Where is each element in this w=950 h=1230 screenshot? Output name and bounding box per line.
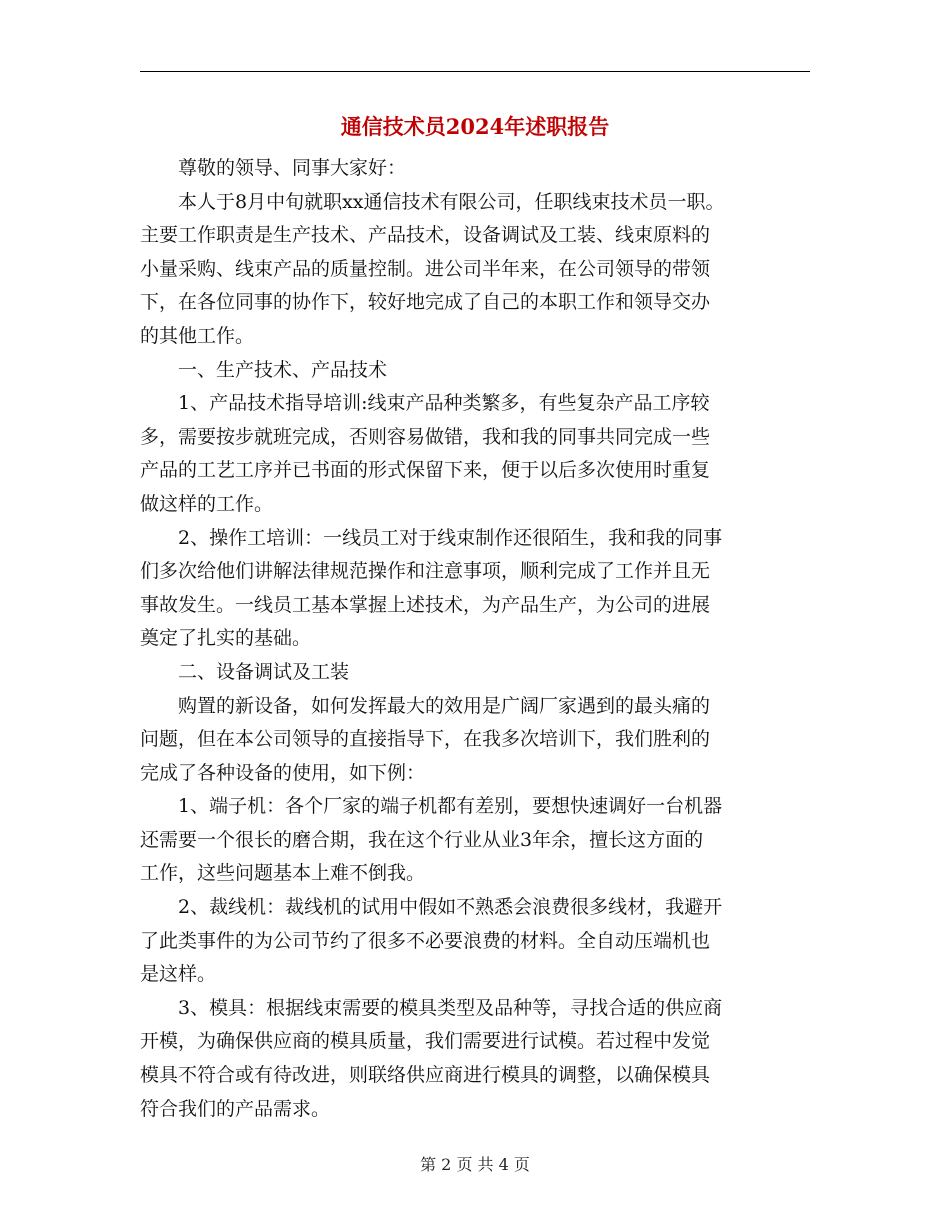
- paragraph-line: 产品的工艺工序并已书面的形式保留下来，便于以后多次使用时重复: [140, 459, 711, 482]
- paragraph-line: 本人于8月中旬就职xx通信技术有限公司，任职线束技术员一职。: [178, 190, 725, 213]
- paragraph-line: 做这样的工作。: [140, 492, 274, 515]
- paragraph-line: 还需要一个很长的磨合期，我在这个行业从业3年余，擅长这方面的: [140, 828, 704, 851]
- document-title: 通信技术员2024年述职报告: [340, 114, 610, 139]
- paragraph-line: 奠定了扎实的基础。: [140, 627, 312, 650]
- paragraph: [140, 354, 810, 388]
- paragraph-line: 完成了各种设备的使用，如下例：: [140, 761, 426, 784]
- paragraph-line: 开模，为确保供应商的模具质量，我们需要进行试模。若过程中发觉: [140, 1030, 711, 1053]
- paragraph-line: 一、生产技术、产品技术: [178, 358, 388, 381]
- paragraph-line: 2、操作工培训：一线员工对于线束制作还很陌生，我和我的同事: [178, 526, 723, 549]
- paragraph: [140, 790, 810, 891]
- paragraph-line: 事故发生。一线员工基本掌握上述技术，为产品生产，为公司的进展: [140, 593, 711, 616]
- paragraph: [140, 522, 810, 656]
- paragraph: [140, 656, 810, 690]
- paragraph: [140, 690, 810, 791]
- paragraph-line: 主要工作职责是生产技术、产品技术，设备调试及工装、线束原料的: [140, 224, 711, 247]
- page-footer: 第 2 页 共 4 页: [420, 1155, 530, 1174]
- paragraph-line: 1、端子机：各个厂家的端子机都有差别，要想快速调好一台机器: [178, 795, 723, 818]
- paragraph-line: 模具不符合或有待改进，则联络供应商进行模具的调整，以确保模具: [140, 1064, 711, 1087]
- paragraph: [140, 152, 810, 186]
- paragraph-line: 们多次给他们讲解法律规范操作和注意事项，顺利完成了工作并且无: [140, 560, 711, 583]
- paragraph-line: 工作，这些问题基本上难不倒我。: [140, 862, 426, 885]
- paragraph-line: 的其他工作。: [140, 324, 255, 347]
- paragraph-line: 小量采购、线束产品的质量控制。进公司半年来，在公司领导的带领: [140, 257, 711, 280]
- paragraph-line: 购置的新设备，如何发挥最大的效用是广阔厂家遇到的最头痛的: [178, 694, 711, 717]
- paragraph-line: 2、裁线机：裁线机的试用中假如不熟悉会浪费很多线材，我避开: [178, 896, 723, 919]
- paragraph-line: 下，在各位同事的协作下，较好地完成了自己的本职工作和领导交办: [140, 291, 711, 314]
- paragraph: [140, 992, 810, 1126]
- paragraph-line: 问题，但在本公司领导的直接指导下，在我多次培训下，我们胜利的: [140, 728, 711, 751]
- paragraph-line: 多，需要按步就班完成，否则容易做错，我和我的同事共同完成一些: [140, 425, 711, 448]
- paragraph-line: 是这样。: [140, 963, 217, 986]
- paragraph: [140, 387, 810, 521]
- paragraph: [140, 186, 810, 354]
- paragraph-line: 1、产品技术指导培训:线束产品种类繁多，有些复杂产品工序较: [178, 392, 710, 415]
- paragraph-line: 符合我们的产品需求。: [140, 1097, 331, 1120]
- document-body: [140, 152, 810, 1126]
- paragraph-line: 尊敬的领导、同事大家好：: [178, 157, 407, 179]
- header-rule: [140, 71, 810, 72]
- paragraph-line: 了此类事件的为公司节约了很多不必要浪费的材料。全自动压端机也: [140, 929, 711, 952]
- paragraph-line: 3、模具：根据线束需要的模具类型及品种等，寻找合适的供应商: [178, 996, 723, 1019]
- paragraph: [140, 891, 810, 992]
- paragraph-line: 二、设备调试及工装: [178, 660, 350, 683]
